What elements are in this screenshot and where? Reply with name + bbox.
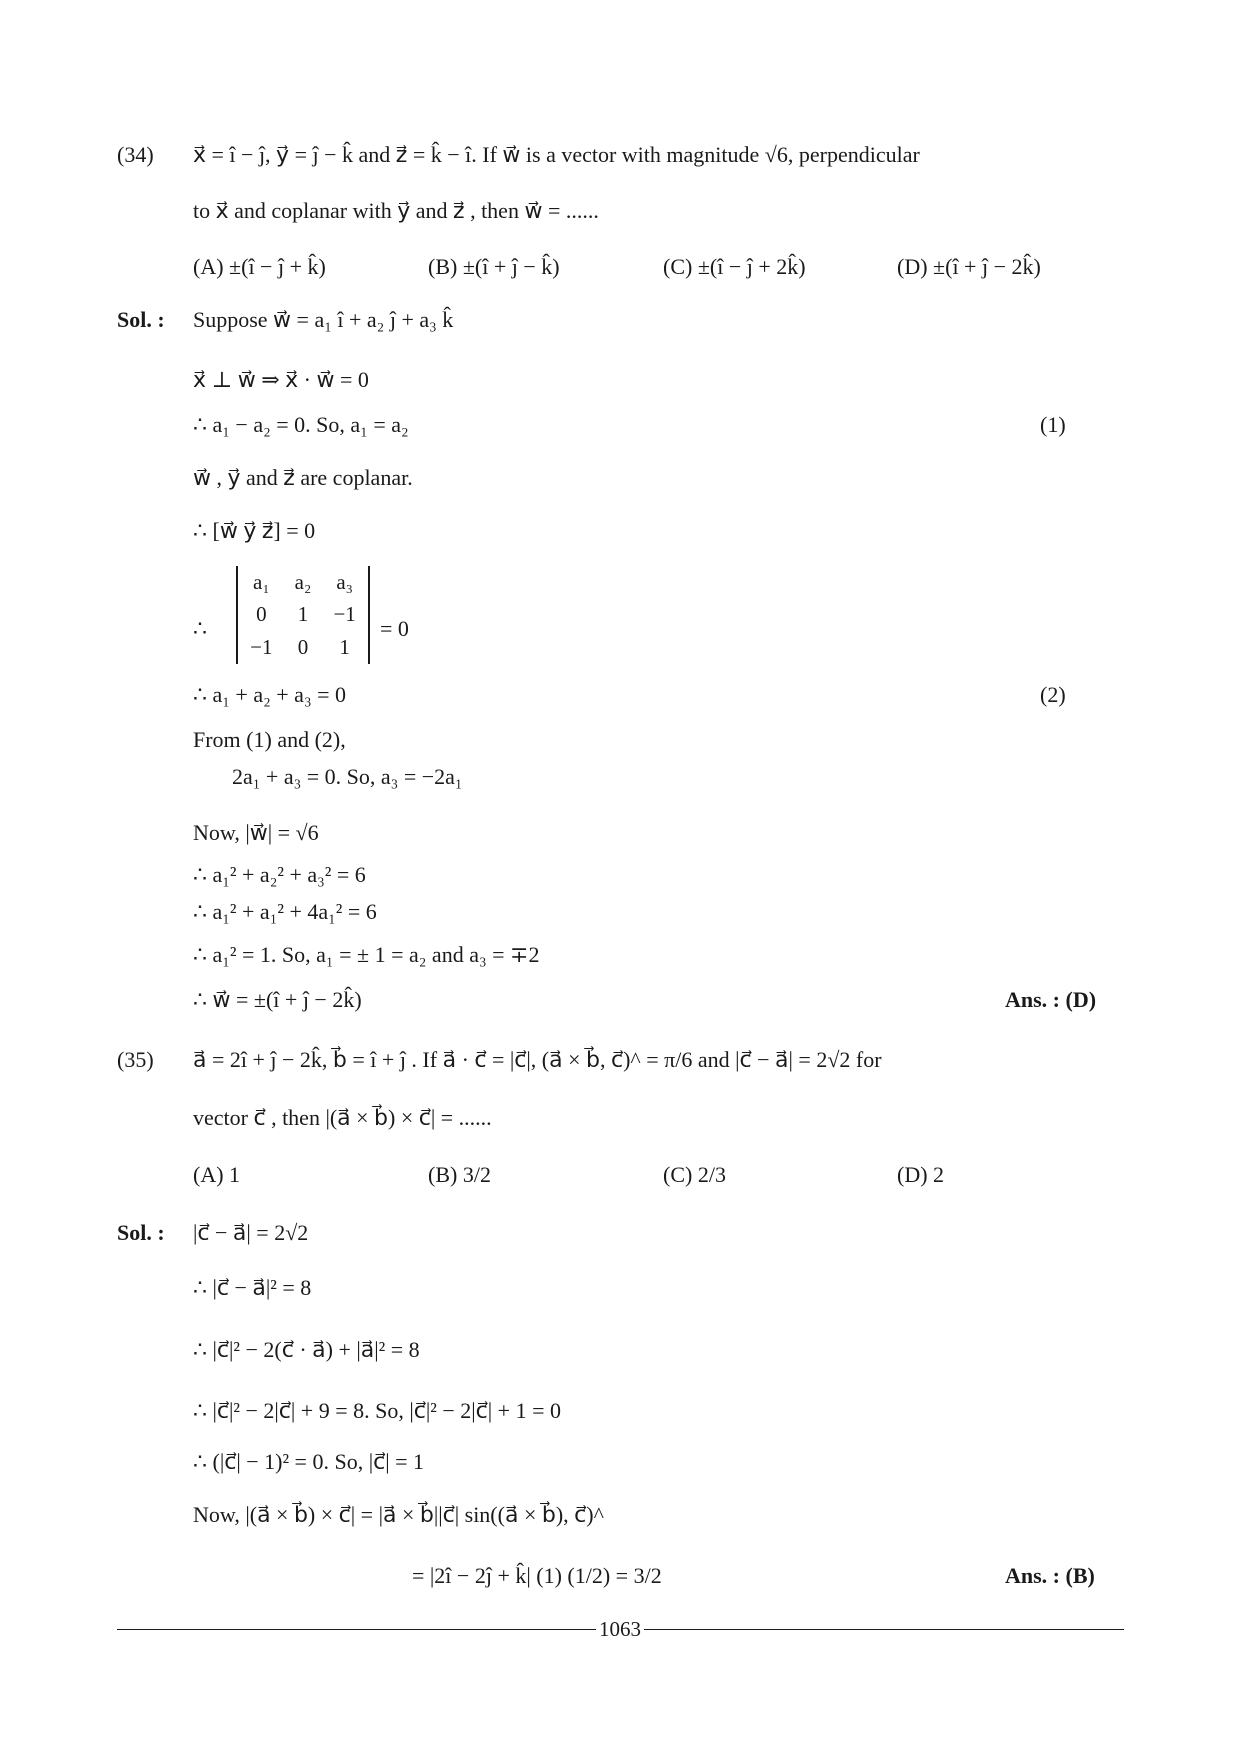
solution-34-step-1: Suppose w⃗ = a₁ î + a₂ ĵ + a₃ k̂ (193, 307, 454, 332)
solution-34-label: Sol. : (117, 307, 165, 332)
solution-35-step-6: Now, |(a⃗ × b⃗) × c⃗| = |a⃗ × b⃗||c⃗| sin((a⃗ × b⃗), c⃗)^ (193, 1502, 604, 1527)
matrix-cell: a₃ (336, 569, 353, 594)
solution-34-step-2: x⃗ ⊥ w⃗ ⇒ x⃗ · w⃗ = 0 (193, 367, 369, 392)
question-35-option-c: (C) 2/3 (663, 1162, 726, 1187)
question-34-line-1: x⃗ = î − ĵ, y⃗ = ĵ − k̂ and z⃗ = k̂ − î. If w⃗ is a vector with magnitude √6, perpendicular (193, 142, 920, 167)
solution-34-step-12: ∴ a₁² = 1. So, a₁ = ± 1 = a₂ and a₃ = ∓2 (193, 942, 540, 967)
solution-34-step-3: ∴ a₁ − a₂ = 0. So, a₁ = a₂ (193, 412, 409, 437)
solution-35-step-7: = |2î − 2ĵ + k̂| (1) (1/2) = 3/2 (412, 1563, 662, 1588)
solution-34-step-7: From (1) and (2), (193, 727, 346, 752)
determinant (236, 566, 370, 664)
question-34-number: (34) (117, 142, 154, 167)
footer-rule-left (117, 1629, 596, 1630)
determinant-equals: = 0 (380, 616, 409, 641)
therefore-symbol: ∴ (193, 616, 207, 641)
matrix-cell: a₂ (294, 569, 312, 594)
solution-34-answer: Ans. : (D) (1005, 987, 1097, 1012)
question-35-line-1: a⃗ = 2î + ĵ − 2k̂, b⃗ = î + ĵ . If a⃗ · c⃗ = |c⃗|, (a⃗ × b⃗, c⃗)^ = π/6 and |c⃗ − a⃗| = 2√2 for (193, 1047, 882, 1072)
matrix-cell: 1 (297, 602, 309, 627)
footer-rule-right (644, 1629, 1124, 1630)
solution-35-step-3: ∴ |c⃗|² − 2(c⃗ · a⃗) + |a⃗|² = 8 (193, 1337, 420, 1362)
matrix-cell: −1 (333, 602, 356, 627)
solution-35-step-5: ∴ (|c⃗| − 1)² = 0. So, |c⃗| = 1 (193, 1449, 425, 1474)
solution-34-step-5: ∴ [w⃗ y⃗ z⃗] = 0 (193, 518, 316, 543)
equation-label-1: (1) (1040, 412, 1066, 437)
solution-34-step-13: ∴ w⃗ = ±(î + ĵ − 2k̂) (193, 987, 362, 1012)
solution-34-step-9: Now, |w⃗| = √6 (193, 820, 319, 845)
matrix-cell: a₁ (253, 569, 270, 594)
matrix-cell: 0 (256, 602, 267, 627)
matrix-cell: −1 (250, 635, 273, 660)
solution-35-step-4: ∴ |c⃗|² − 2|c⃗| + 9 = 8. So, |c⃗|² − 2|c⃗| + 1 = 0 (193, 1398, 561, 1423)
question-35-option-b: (B) 3/2 (428, 1162, 491, 1187)
solution-35-label: Sol. : (117, 1220, 165, 1245)
question-34-option-c: (C) ±(î − ĵ + 2k̂) (663, 254, 806, 279)
solution-34-step-6: ∴ a₁ + a₂ + a₃ = 0 (193, 682, 347, 707)
question-35-line-2: vector c⃗ , then |(a⃗ × b⃗) × c⃗| = ...... (193, 1105, 492, 1130)
solution-34-step-10: ∴ a₁² + a₂² + a₃² = 6 (193, 862, 366, 887)
page-number: 1063 (596, 1614, 644, 1644)
question-34-option-b: (B) ±(î + ĵ − k̂) (428, 254, 560, 279)
solution-35-answer: Ans. : (B) (1005, 1563, 1095, 1588)
matrix-cell: 1 (339, 635, 350, 660)
question-34-option-a: (A) ±(î − ĵ + k̂) (193, 254, 326, 279)
question-34-option-d: (D) ±(î + ĵ − 2k̂) (897, 254, 1041, 279)
solution-35-step-2: ∴ |c⃗ − a⃗|² = 8 (193, 1275, 312, 1300)
matrix-cell: 0 (297, 635, 309, 660)
solution-34-step-8: 2a₁ + a₃ = 0. So, a₃ = −2a₁ (232, 764, 463, 789)
question-35-option-a: (A) 1 (193, 1162, 241, 1187)
solution-34-step-11: ∴ a₁² + a₁² + 4a₁² = 6 (193, 899, 377, 924)
question-34-line-2: to x⃗ and coplanar with y⃗ and z⃗ , then w⃗ = ...... (193, 198, 599, 223)
equation-label-2: (2) (1040, 682, 1066, 707)
question-35-option-d: (D) 2 (897, 1162, 945, 1187)
solution-35-step-1: |c⃗ − a⃗| = 2√2 (193, 1220, 309, 1245)
solution-34-step-4: w⃗ , y⃗ and z⃗ are coplanar. (193, 465, 413, 490)
question-35-number: (35) (117, 1047, 154, 1072)
